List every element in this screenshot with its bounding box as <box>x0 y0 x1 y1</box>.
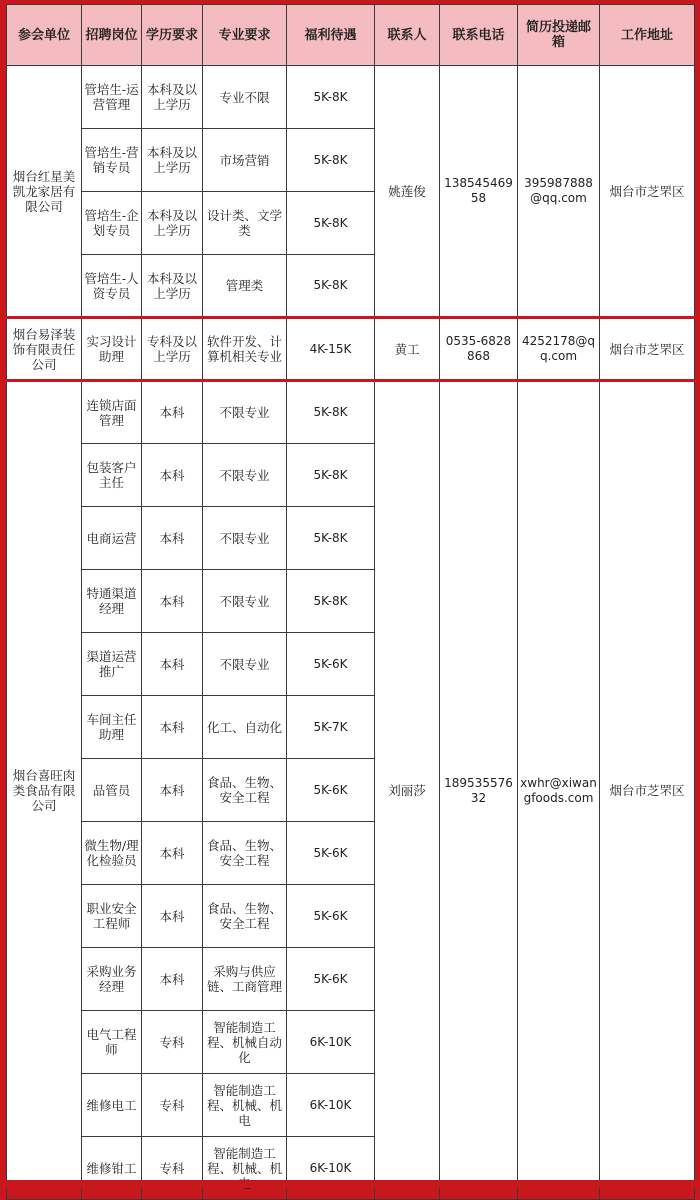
job-major: 软件开发、计算机相关专业 <box>203 318 287 381</box>
job-salary: 5K-6K <box>287 633 375 696</box>
header-address: 工作地址 <box>600 5 695 66</box>
job-major: 不限专业 <box>203 444 287 507</box>
recruitment-sheet <box>6 4 694 1180</box>
job-salary: 4K-15K <box>287 318 375 381</box>
job-title: 管培生-人资专员 <box>82 255 142 318</box>
job-salary: 5K-8K <box>287 255 375 318</box>
job-major: 化工、自动化 <box>203 696 287 759</box>
job-salary: 5K-8K <box>287 192 375 255</box>
job-education: 专科 <box>142 1011 203 1074</box>
job-education: 本科及以上学历 <box>142 66 203 129</box>
job-major: 食品、生物、安全工程 <box>203 885 287 948</box>
job-title: 职业安全工程师 <box>82 885 142 948</box>
bottom-border <box>0 1180 700 1188</box>
job-salary: 6K-10K <box>287 1011 375 1074</box>
job-salary: 5K-6K <box>287 948 375 1011</box>
job-title: 实习设计助理 <box>82 318 142 381</box>
job-education: 本科 <box>142 948 203 1011</box>
table-row <box>7 381 695 444</box>
header-phone: 联系电话 <box>440 5 518 66</box>
company-contact: 刘丽莎 <box>375 381 440 1200</box>
job-education: 本科及以上学历 <box>142 129 203 192</box>
job-education: 本科 <box>142 444 203 507</box>
job-education: 本科 <box>142 507 203 570</box>
company-phone: 0535-6828868 <box>440 318 518 381</box>
job-major: 市场营销 <box>203 129 287 192</box>
job-salary: 5K-8K <box>287 570 375 633</box>
job-education: 本科 <box>142 759 203 822</box>
company-contact: 黄工 <box>375 318 440 381</box>
job-salary: 6K-10K <box>287 1137 375 1200</box>
header-salary: 福利待遇 <box>287 5 375 66</box>
job-major: 智能制造工程、机械、机 <box>203 1137 287 1200</box>
job-title: 管培生-企划专员 <box>82 192 142 255</box>
company-address: 烟台市芝罘区 <box>600 381 695 1200</box>
header-email: 简历投递邮箱 <box>518 5 600 66</box>
job-title: 特通渠道经理 <box>82 570 142 633</box>
job-salary: 5K-8K <box>287 129 375 192</box>
job-salary: 6K-10K <box>287 1074 375 1137</box>
company-phone: 18953557632 <box>440 381 518 1200</box>
job-major: 食品、生物、安全工程 <box>203 822 287 885</box>
job-salary: 5K-6K <box>287 885 375 948</box>
job-salary: 5K-8K <box>287 66 375 129</box>
job-major: 设计类、文学类 <box>203 192 287 255</box>
job-salary: 5K-8K <box>287 507 375 570</box>
header-row <box>7 5 695 66</box>
company-phone: 13854546958 <box>440 66 518 318</box>
job-major: 不限专业 <box>203 381 287 444</box>
job-title: 车间主任助理 <box>82 696 142 759</box>
job-salary: 5K-6K <box>287 822 375 885</box>
job-title: 管培生-运营管理 <box>82 66 142 129</box>
table-row <box>7 318 695 381</box>
job-major: 不限专业 <box>203 570 287 633</box>
job-education: 本科及以上学历 <box>142 192 203 255</box>
job-title: 电气工程师 <box>82 1011 142 1074</box>
job-major: 不限专业 <box>203 507 287 570</box>
table-row <box>7 66 695 129</box>
company-address: 烟台市芝罘区 <box>600 318 695 381</box>
company-name: 烟台喜旺肉类食品有限公司 <box>7 381 82 1200</box>
job-education: 本科及以上学历 <box>142 255 203 318</box>
job-education: 专科 <box>142 1137 203 1200</box>
job-title: 品管员 <box>82 759 142 822</box>
job-title: 维修电工 <box>82 1074 142 1137</box>
job-salary: 5K-8K <box>287 444 375 507</box>
job-major: 专业不限 <box>203 66 287 129</box>
company-name: 烟台红星美凯龙家居有限公司 <box>7 66 82 318</box>
company-email[interactable]: 395987888@qq.com <box>518 66 600 318</box>
job-title: 采购业务经理 <box>82 948 142 1011</box>
job-education: 本科 <box>142 696 203 759</box>
job-major: 智能制造工程、机械、机电 <box>203 1074 287 1137</box>
job-education: 本科 <box>142 885 203 948</box>
company-contact: 姚莲俊 <box>375 66 440 318</box>
job-title: 维修钳工 <box>82 1137 142 1200</box>
job-title: 微生物/理化检验员 <box>82 822 142 885</box>
job-major: 智能制造工程、机械自动化 <box>203 1011 287 1074</box>
job-major: 不限专业 <box>203 633 287 696</box>
job-major: 采购与供应链、工商管理 <box>203 948 287 1011</box>
job-salary: 5K-8K <box>287 381 375 444</box>
job-salary: 5K-6K <box>287 759 375 822</box>
job-title: 连锁店面管理 <box>82 381 142 444</box>
job-title: 包装客户主任 <box>82 444 142 507</box>
job-education: 本科 <box>142 570 203 633</box>
header-contact: 联系人 <box>375 5 440 66</box>
recruitment-table <box>6 4 695 1200</box>
header-position: 招聘岗位 <box>82 5 142 66</box>
job-major: 管理类 <box>203 255 287 318</box>
job-title: 电商运营 <box>82 507 142 570</box>
header-major: 专业要求 <box>203 5 287 66</box>
job-education: 专科及以上学历 <box>142 318 203 381</box>
header-education: 学历要求 <box>142 5 203 66</box>
company-address: 烟台市芝罘区 <box>600 66 695 318</box>
company-email[interactable]: 4252178@qq.com <box>518 318 600 381</box>
header-company: 参会单位 <box>7 5 82 66</box>
job-title: 管培生-营销专员 <box>82 129 142 192</box>
job-education: 本科 <box>142 381 203 444</box>
job-major: 食品、生物、安全工程 <box>203 759 287 822</box>
job-title: 渠道运营推广 <box>82 633 142 696</box>
job-education: 本科 <box>142 822 203 885</box>
job-salary: 5K-7K <box>287 696 375 759</box>
job-education: 本科 <box>142 633 203 696</box>
company-name: 烟台易泽装饰有限责任公司 <box>7 318 82 381</box>
company-email[interactable]: xwhr@xiwangfoods.com <box>518 381 600 1200</box>
job-education: 专科 <box>142 1074 203 1137</box>
